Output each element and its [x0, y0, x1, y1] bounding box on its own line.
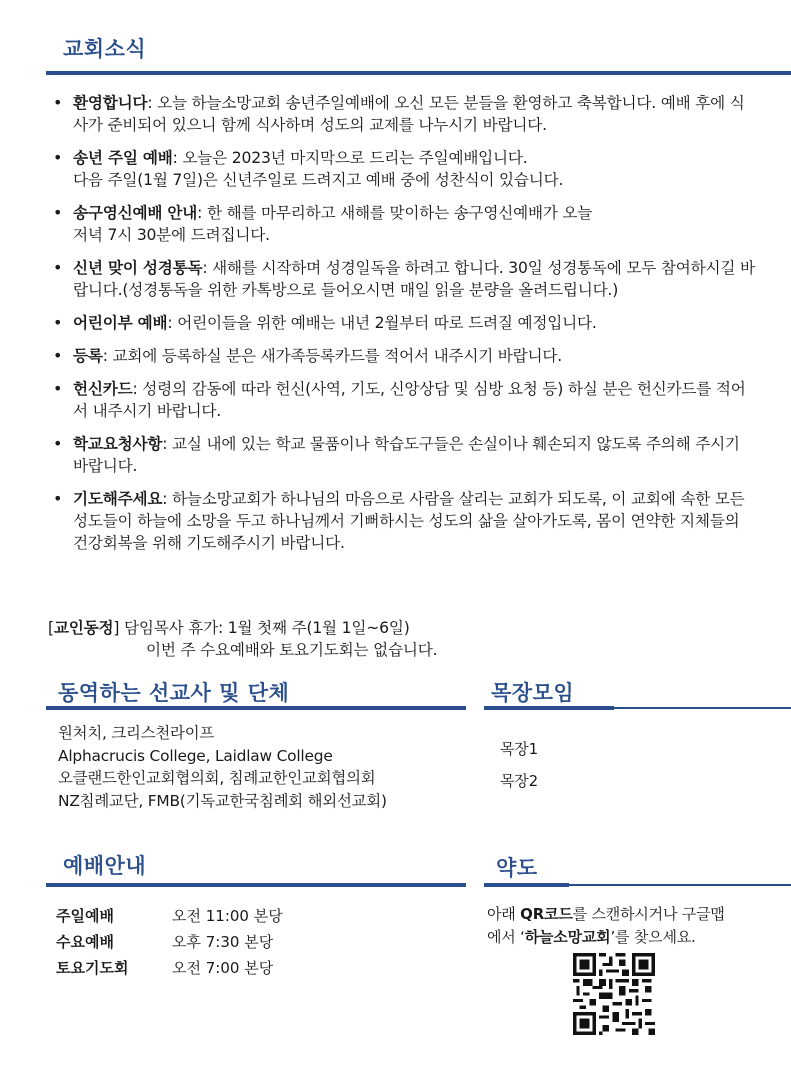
news-item: • 헌신카드: 성령의 감동에 따라 헌신(사역, 기도, 신앙상담 및 심방 요청 등) 하실 분은 헌신카드를 적어서 내주시기 바랍니다.	[48, 378, 758, 422]
news-item: • 등록: 교회에 등록하실 분은 새가족등록카드를 적어서 내주시기 바랍니다.	[48, 345, 758, 367]
news-item: • 송년 주일 예배: 오늘은 2023년 마지막으로 드리는 주일예배입니다. 다음 주일(1월 7일)은 신년주일로 드려지고 예배 중에 성찬식이 있습니다.	[48, 147, 758, 191]
missions-line: 오클랜드한인교회협의회, 침례교한인교회협의회	[58, 769, 376, 787]
news-item: • 기도해주세요: 하늘소망교회가 하나님의 마음으로 사람을 살리는 교회가 되도록, 이 교회에 속한 모든 성도들이 하늘에 소망을 두고 하나님께서 기뻐하시는 성도의 삶을 살아가도록, 몸이 연약한 지체들의 건강회복을 위해 기도해주시기 바랍니다.	[48, 488, 758, 554]
missions-line: Alphacrucis College, Laidlaw College	[58, 746, 333, 765]
map-rule	[484, 883, 569, 887]
cell-item: 목장2	[500, 772, 538, 790]
missions-title: 동역하는 선교사 및 단체	[58, 681, 290, 705]
worship-row: 주일예배 오전 11:00 본당	[56, 907, 283, 925]
worship-row: 토요기도회 오전 7:00 본당	[56, 959, 274, 977]
news-item: • 송구영신예배 안내: 한 해를 마무리하고 새해를 맞이하는 송구영신예배가 오늘 저녁 7시 30분에 드려집니다.	[48, 202, 758, 246]
missions-line: 원처치, 크리스천라이프	[58, 724, 215, 742]
member-notice-line2: 이번 주 수요예배와 토요기도회는 없습니다.	[146, 641, 438, 659]
news-title: 교회소식	[63, 37, 147, 61]
news-item: • 학교요청사항: 교실 내에 있는 학교 물품이나 학습도구들은 손실이나 훼손되지 않도록 주의해 주시기 바랍니다.	[48, 433, 758, 477]
cell-rule	[484, 706, 614, 710]
news-list	[48, 92, 758, 565]
map-title: 약도	[496, 856, 538, 880]
worship-row: 수요예배 오후 7:30 본당	[56, 933, 274, 951]
cell-title: 목장모임	[491, 681, 575, 705]
map-rule-extension	[569, 884, 791, 886]
cell-rule-extension	[614, 707, 791, 709]
missions-line: NZ침례교단, FMB(기독교한국침례회 해외선교회)	[58, 791, 387, 810]
worship-rule	[46, 883, 466, 887]
cell-list	[500, 733, 538, 797]
cell-item: 목장1	[500, 740, 538, 758]
missions-rule	[46, 706, 466, 710]
qr-code-icon[interactable]	[573, 953, 655, 1035]
worship-title: 예배안내	[63, 854, 147, 878]
member-notice: [교인동정] 담임목사 휴가: 1월 첫째 주(1월 1일~6일)	[48, 619, 410, 637]
worship-table	[56, 903, 283, 981]
news-rule	[46, 71, 791, 75]
news-item: • 신년 맞이 성경통독: 새해를 시작하며 성경일독을 하려고 합니다. 30일 성경통독에 모두 참여하시길 바랍니다.(성경통독을 위한 카톡방으로 들어오시면 매일 읽을 분량을 올려드립니다.)	[48, 257, 758, 301]
news-item: • 환영합니다: 오늘 하늘소망교회 송년주일예배에 오신 모든 분들을 환영하고 축복합니다. 예배 후에 식사가 준비되어 있으니 함께 식사하며 성도의 교제를 나누시기 바랍니다.	[48, 92, 758, 136]
news-item: • 어린이부 예배: 어린이들을 위한 예배는 내년 2월부터 따로 드려질 예정입니다.	[48, 312, 758, 334]
map-instructions: 아래 QR코드를 스캔하시거나 구글맵 에서 ‘하늘소망교회’를 찾으세요.	[487, 905, 725, 946]
missions-list	[58, 722, 387, 812]
